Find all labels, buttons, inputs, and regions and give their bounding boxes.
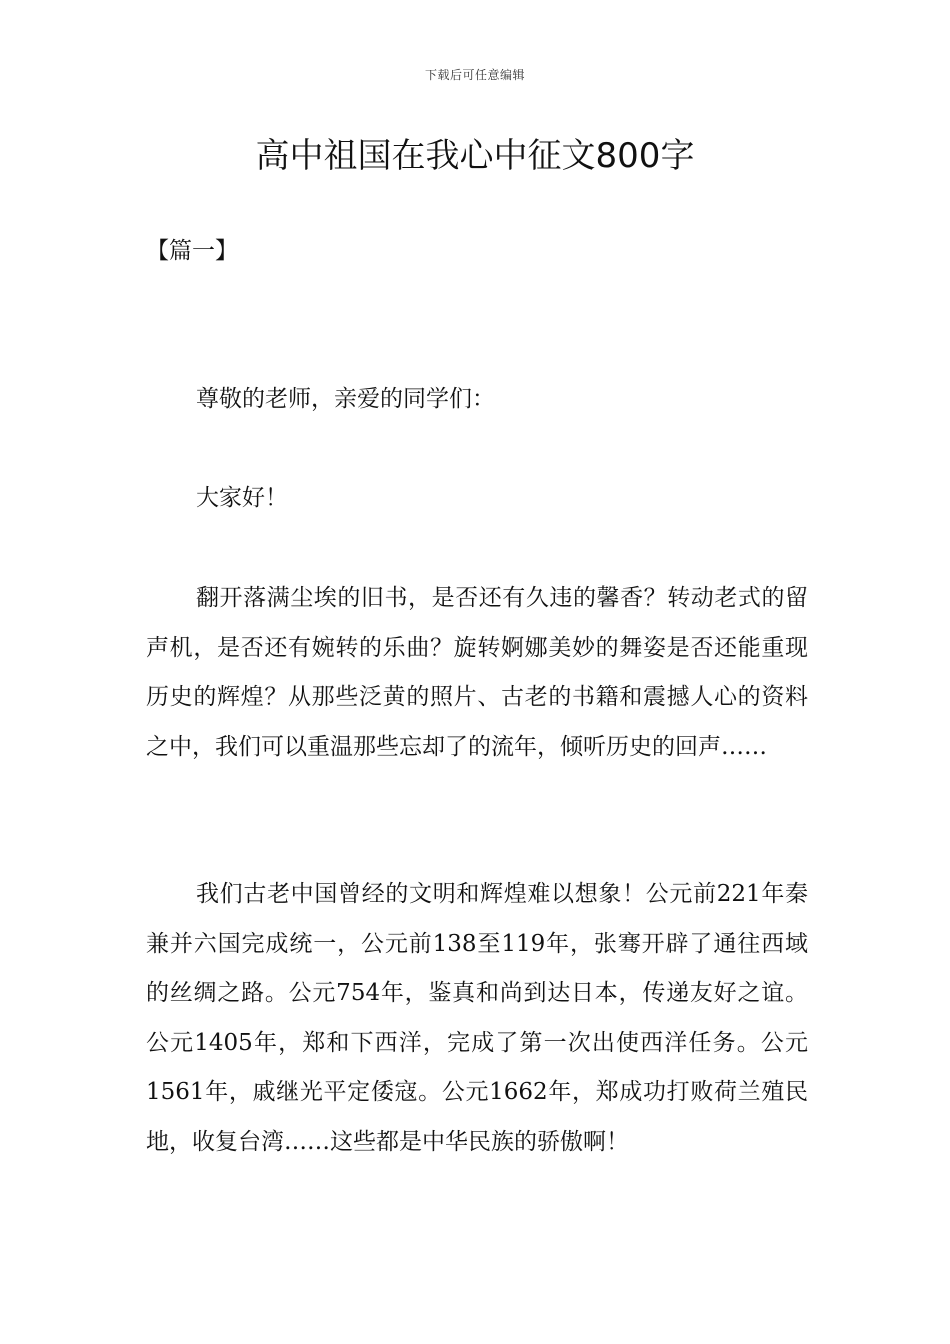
paragraph-ancient-china: 我们古老中国曾经的文明和辉煌难以想象！公元前221年秦兼并六国完成统一，公元前138至119年，张骞开辟了通往西域的丝绸之路。公元754年，鉴真和尚到达日本，传递友好之谊。公元1405年，郑和下西洋，完成了第一次出使西洋任务。公元1561年，戚继光平定倭寇。公元1662年，郑成功打败荷兰殖民地，收复台湾……这些都是中华民族的骄傲啊！ bbox=[146, 881, 808, 1155]
section-label: 【篇一】 bbox=[146, 238, 238, 264]
header-note: 下载后可任意编辑 bbox=[424, 68, 525, 82]
paragraph-hello: 大家好！ bbox=[196, 485, 288, 511]
document-title: 高中祖国在我心中征文800字 bbox=[255, 136, 695, 176]
paragraph-history-intro: 翻开落满尘埃的旧书，是否还有久违的馨香？转动老式的留声机，是否还有婉转的乐曲？旋转婀娜美妙的舞姿是否还能重现历史的辉煌？从那些泛黄的照片、古老的书籍和震撼人心的资料之中，我们可以重温那些忘却了的流年，倾听历史的回声…… bbox=[146, 585, 808, 760]
paragraph-greeting: 尊敬的老师，亲爱的同学们： bbox=[196, 386, 495, 412]
